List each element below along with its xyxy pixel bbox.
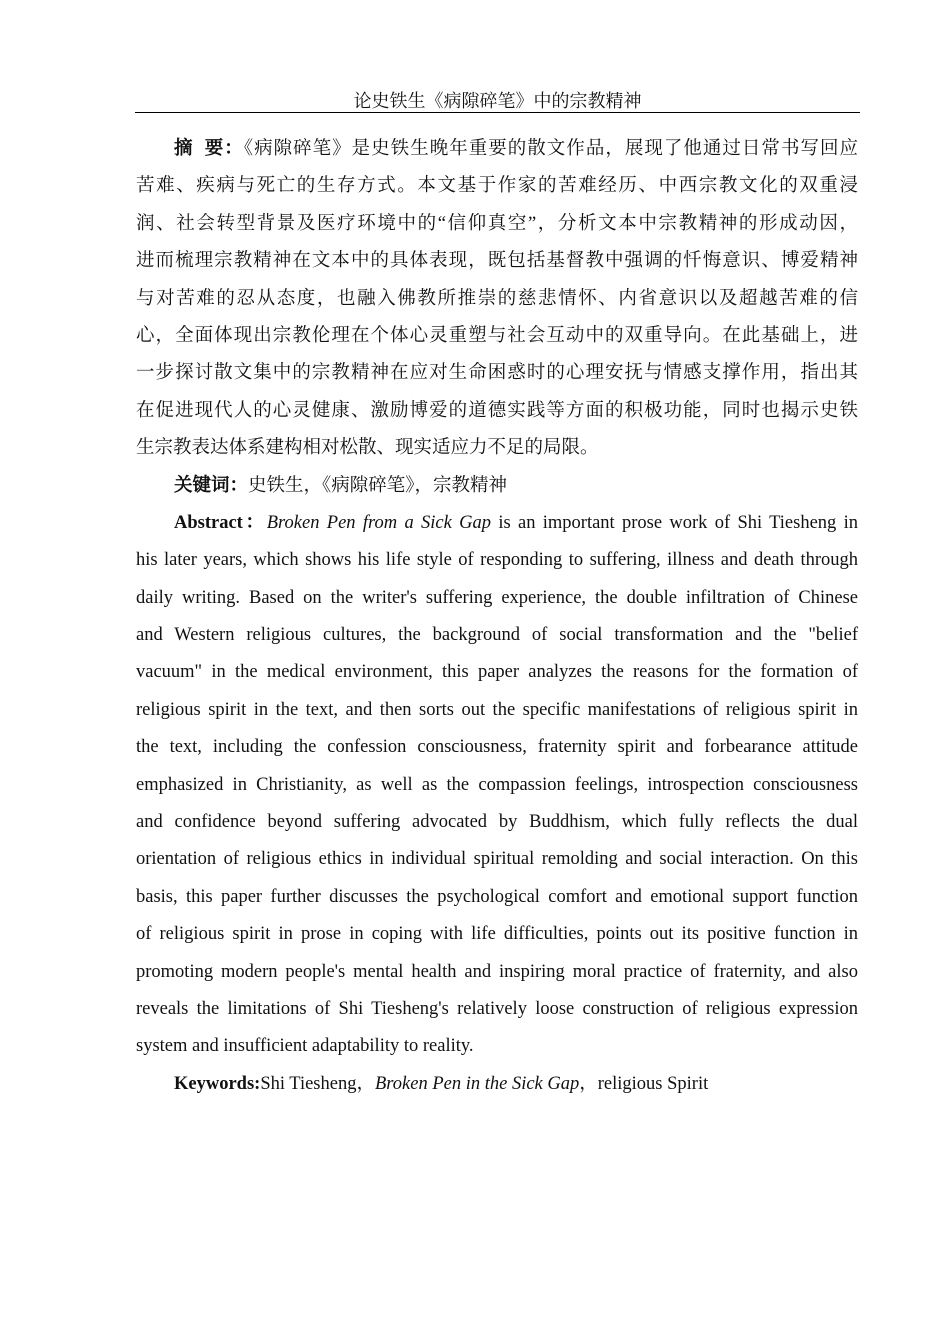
en-abstract-line: system and insufficient adaptability to reality.: [136, 1036, 474, 1057]
en-keywords-label: Keywords:: [174, 1073, 261, 1094]
en-abstract-line: basis, this paper further discusses the psychological comfort and emotional support function: [136, 886, 858, 907]
en-abstract-line: and confidence beyond suffering advocated by Buddhism, which fully reflects the dual: [136, 812, 858, 833]
en-abstract-line: religious spirit in the text, and then sorts out the specific manifestations of religious spirit in: [136, 699, 858, 720]
cn-abstract-line: 生宗教表达体系建构相对松散、现实适应力不足的局限。: [136, 438, 599, 459]
en-abstract-line: reveals the limitations of Shi Tiesheng's relatively loose construction of religious expression: [136, 998, 858, 1019]
cn-abstract-line: 与对苦难的忍从态度，也融入佛教所推崇的慈悲情怀、内省意识以及超越苦难的信: [136, 288, 858, 309]
cn-abstract-line: 润、社会转型背景及医疗环境中的“信仰真空”，分析文本中宗教精神的形成动因，: [136, 213, 858, 234]
en-abstract-line: and Western religious cultures, the background of social transformation and the "belief: [136, 625, 858, 646]
cn-abstract-line: 心，全面体现出宗教伦理在个体心灵重塑与社会互动中的双重导向。在此基础上，进: [136, 325, 858, 346]
en-abstract-line: daily writing. Based on the writer's suffering experience, the double infiltration of Chinese: [136, 587, 858, 608]
en-abstract-line: orientation of religious ethics in individual spiritual remolding and social interaction. On this: [136, 849, 858, 870]
cn-keywords: [136, 468, 858, 505]
cn-abstract-text: 《病隙碎笔》是史铁生晚年重要的散文作品，展现了他通过日常书写回应: [243, 139, 858, 159]
cn-abstract-line: 进而梳理宗教精神在文本中的具体表现，既包括基督教中强调的忏悔意识、博爱精神: [136, 251, 858, 272]
en-abstract-line: vacuum" in the medical environment, this paper analyzes the reasons for the formation of: [136, 662, 858, 683]
page-header-title: 论史铁生《病隙碎笔》中的宗教精神: [135, 90, 860, 113]
document-body: [136, 131, 858, 1103]
en-abstract-line: of religious spirit in prose in coping with life difficulties, points out its positive function in: [136, 924, 858, 945]
cn-abstract-line: 一步探讨散文集中的宗教精神在应对生命困惑时的心理安抚与情感支撑作用，指出其: [136, 363, 858, 384]
en-keyword: Shi Tiesheng，: [260, 1073, 375, 1094]
cn-abstract-line: [136, 131, 858, 168]
en-abstract-line: emphasized in Christianity, as well as the compassion feelings, introspection consciousness: [136, 774, 858, 795]
cn-keywords-label: 关键词：: [174, 475, 249, 496]
en-abstract-text: is an important prose work of Shi Tiesheng in: [491, 512, 859, 533]
en-abstract-line: the text, including the confession consciousness, fraternity spirit and forbearance attitude: [136, 737, 858, 758]
en-keyword: Broken Pen in the Sick Gap: [374, 1073, 580, 1094]
en-abstract-work-title: Broken Pen from a Sick Gap: [266, 512, 492, 533]
en-keywords: [136, 1066, 858, 1103]
en-abstract-line: promoting modern people's mental health and inspiring moral practice of fraternity, and also: [136, 961, 858, 982]
cn-abstract-line: 在促进现代人的心灵健康、激励博爱的道德实践等方面的积极功能，同时也揭示史铁: [136, 400, 858, 421]
cn-abstract-label: 摘 要：: [174, 139, 244, 159]
cn-abstract-line: 苦难、疾病与死亡的生存方式。本文基于作家的苦难经历、中西宗教文化的双重浸: [136, 176, 858, 197]
en-abstract-line: [136, 505, 858, 542]
en-abstract-line: his later years, which shows his life style of responding to suffering, illness and death through: [136, 550, 858, 571]
en-abstract-label: Abstract：: [174, 512, 267, 533]
cn-keywords-text: 史铁生，《病隙碎笔》，宗教精神: [248, 475, 508, 496]
en-keyword: ，religious Spirit: [579, 1073, 709, 1094]
